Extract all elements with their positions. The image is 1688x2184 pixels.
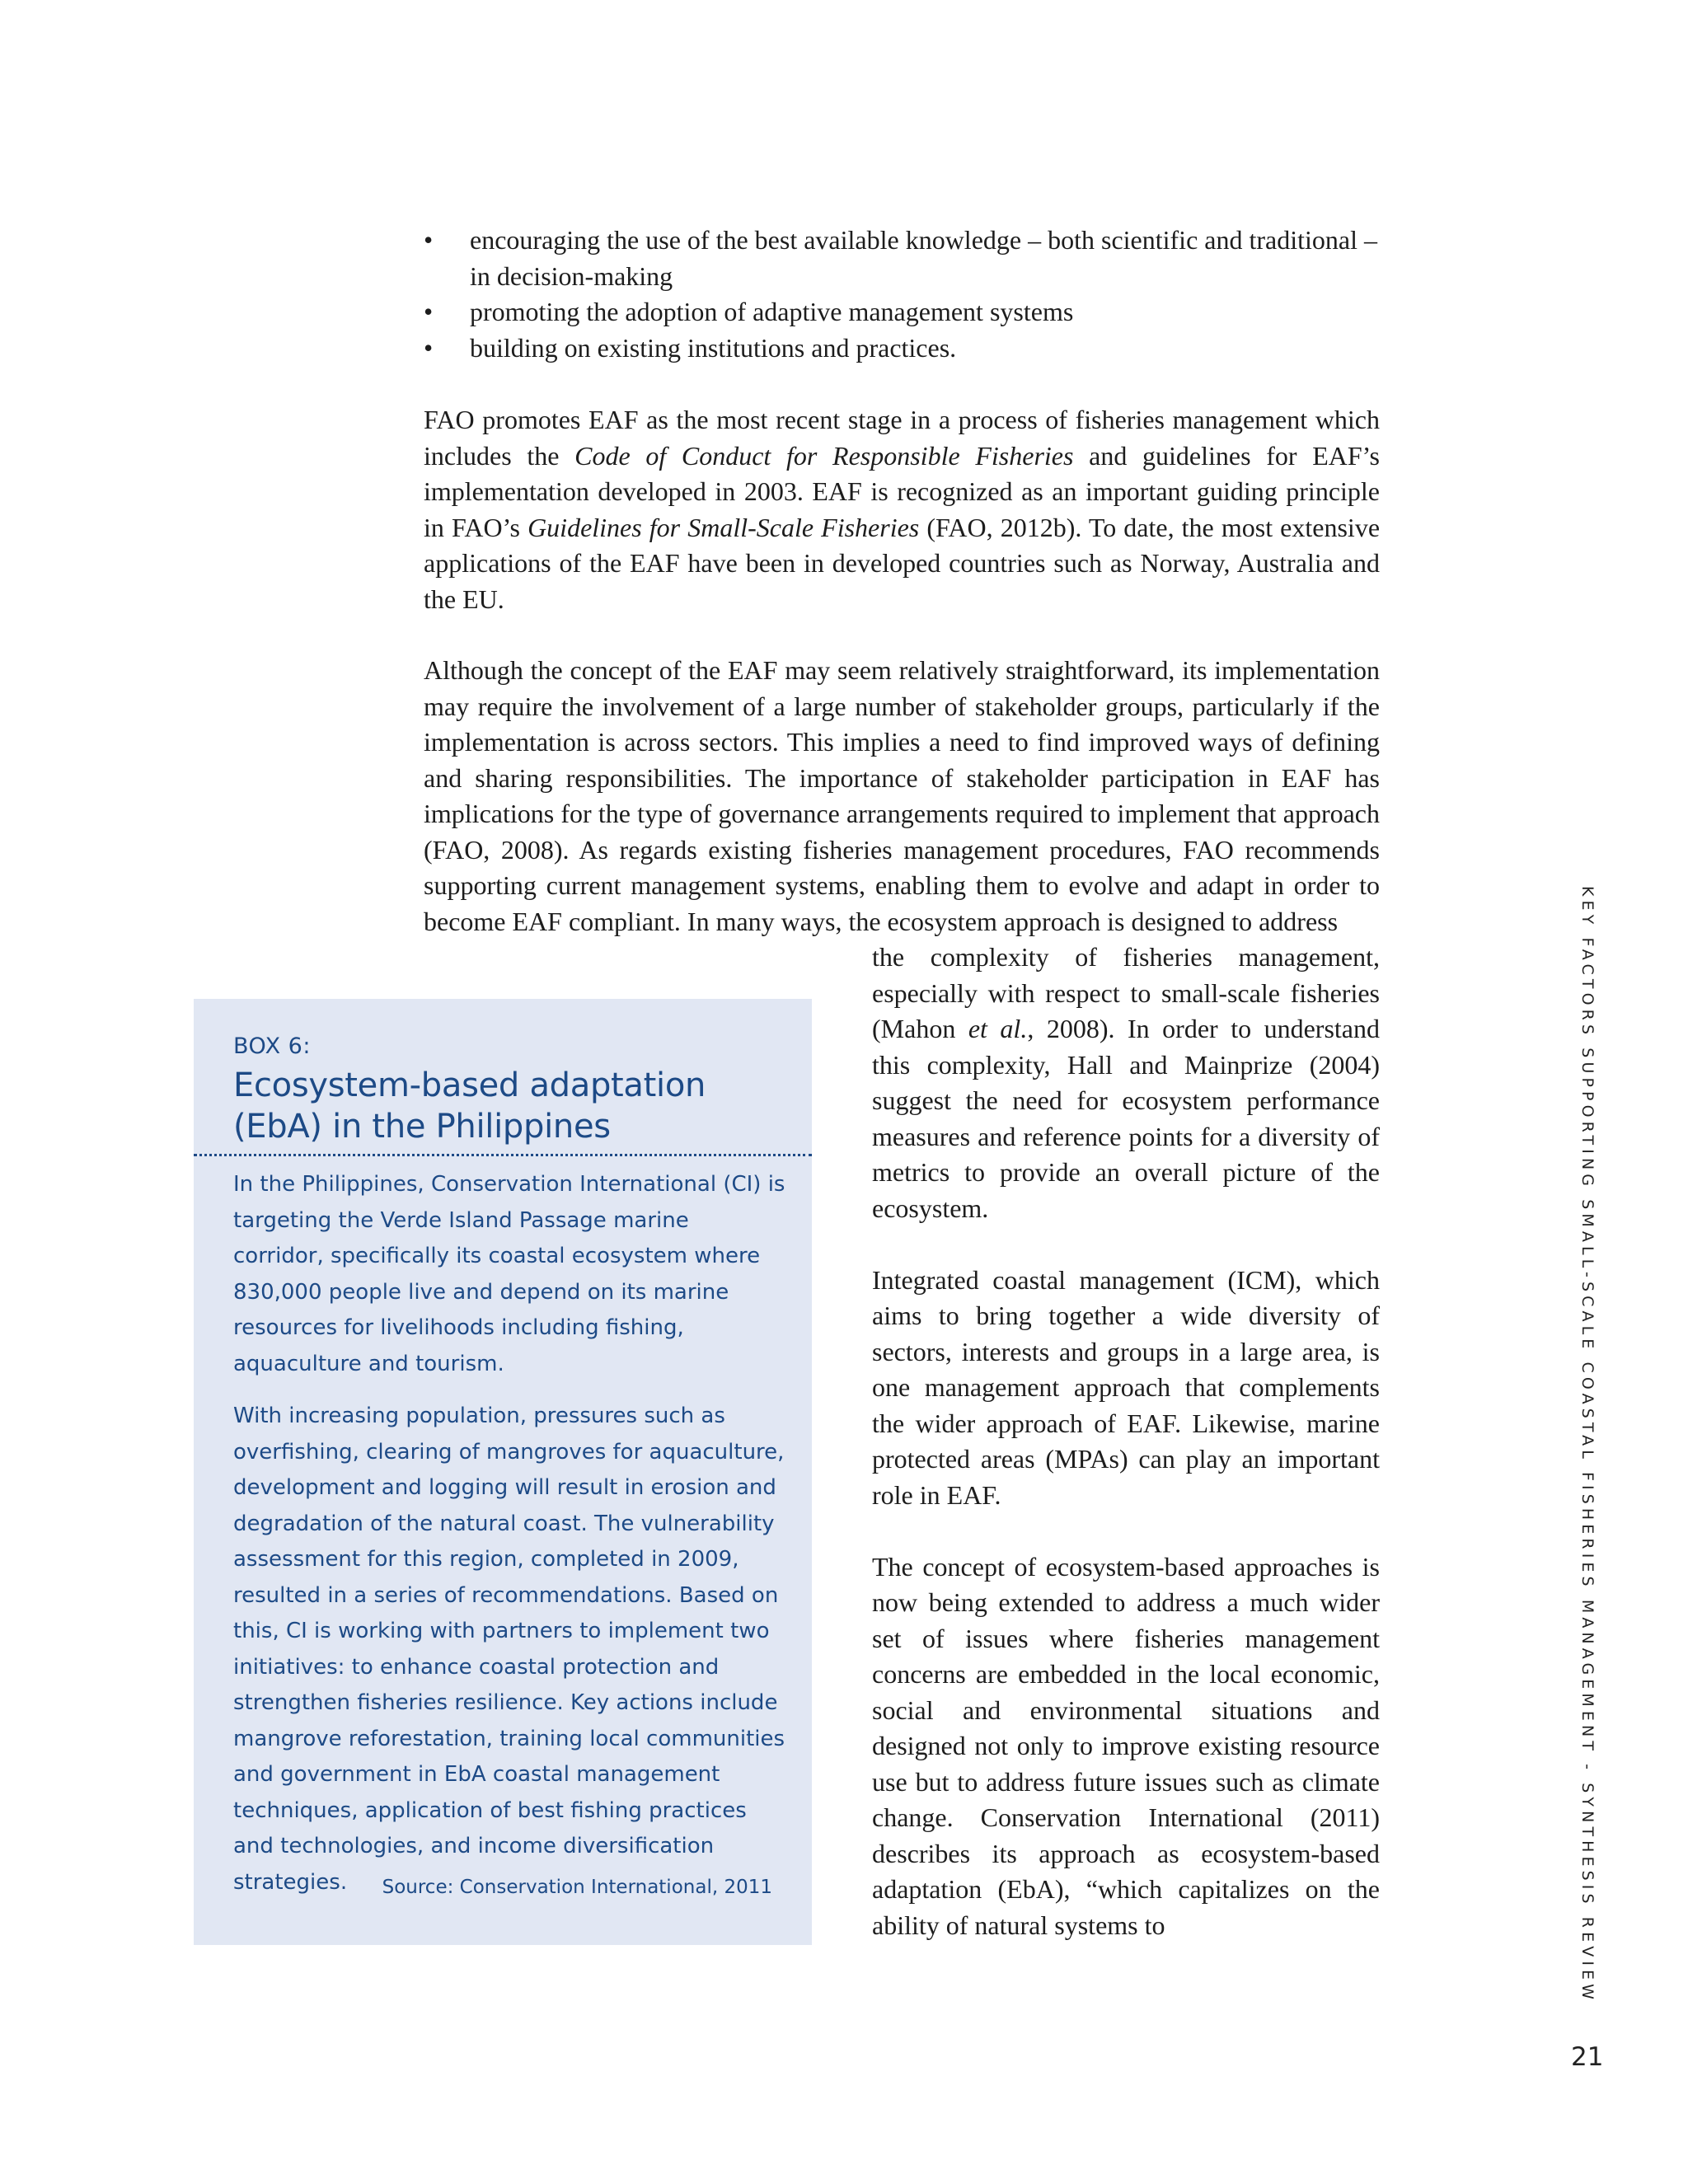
title-ssf-guidelines: Guidelines for Small-Scale Fisheries <box>528 512 920 542</box>
bullet-text: promoting the adoption of adaptive management systems <box>470 297 1074 326</box>
bullet-list <box>424 223 1380 366</box>
bullet-item <box>424 330 1380 367</box>
box-paragraph: With increasing population, pressures such as overfishing, clearing of mangroves for aquaculture, development and logging will result in erosion and degradation of the natural coast. The vulnerability assessment for this region, completed in 2009, resulted in a series of recommendations. Based on this, CI is working with partners to implement two initiatives: to enhance coastal protection and strengthen fisheries resilience. Key actions include mangrove reforestation, training local communities and government in EbA coastal management techniques, application of best fishing practices and technologies, and income diversification strategies. <box>233 1404 785 1895</box>
bullet-text: encouraging the use of the best available knowledge – both scientific and traditional – in decision-making <box>470 225 1377 291</box>
bullet-text: building on existing institutions and practices. <box>470 332 957 363</box>
box-divider <box>194 1154 812 1156</box>
citation-et-al: et al. <box>968 1014 1028 1043</box>
title-code-of-conduct: Code of Conduct for Responsible Fisheries <box>574 440 1074 471</box>
paragraph-complexity <box>872 940 1380 1226</box>
box-title-line: (EbA) in the Philippines <box>233 1108 611 1146</box>
box-body <box>233 1167 785 1917</box>
paragraph-eba-concept: The concept of ecosystem-based approaches is now being extended to address a much wider set of issues where fisheries management concerns are embedded in the local economic, social and environmental situations and designed not only to improve existing resource use but to address future issues such as climate change. Conservation International (2011) describes its approach as ecosystem-based adaptation (EbA), “which capitalizes on the ability of natural systems to <box>872 1551 1380 1940</box>
bullet-marker: • <box>424 297 434 326</box>
box-paragraph: In the Philippines, Conservation International (CI) is targeting the Verde Island Passage marine corridor, specifically its coastal ecosystem where 830,000 people live and depend on its marine resources for livelihoods including fishing, aquaculture and tourism. <box>233 1172 785 1376</box>
bullet-marker: • <box>424 225 434 255</box>
box-6-sidebar <box>194 999 812 1945</box>
bullet-item <box>424 223 1380 294</box>
paragraph-text: , 2008). In order to understand this complexity, Hall and Mainprize (2004) suggest the need for ecosystem performance measures and reference points for a diversity of metrics to provide an overall picture of the ecosystem. <box>872 1014 1381 1223</box>
paragraph-text: FAO promotes EAF as the most recent stage in a process of fisheries management which includes the <box>424 405 1380 471</box>
box-label: BOX 6: <box>233 1033 311 1059</box>
paragraph-icm: Integrated coastal management (ICM), which aims to bring together a wide diversity of sectors, interests and groups in a large area, is one management approach that complements the wider approach of EAF. Likewise, marine protected areas (MPAs) can play an important role in EAF. <box>872 1264 1380 1510</box>
box-title <box>233 1065 761 1147</box>
box-title-line: Ecosystem-based adaptation <box>233 1066 706 1104</box>
page-number: 21 <box>1571 2042 1604 2072</box>
paragraph-eaf-implementation: Although the concept of the EAF may seem relatively straightforward, its implementation may require the involvement of a large number of stakeholder groups, particularly if the implementation is across sectors. This implies a need to find improved ways of defining and sharing responsibilities. The importance of stakeholder participation in EAF has implications for the type of governance arrangements required to implement that approach (FAO, 2008). As regards existing fisheries management procedures, FAO recommends supporting current management systems, enabling them to evolve and adapt in order to become EAF compliant. In many ways, the ecosystem approach is designed to address <box>424 655 1380 936</box>
paragraph-fao-eaf <box>424 402 1380 617</box>
paragraph-text: (FAO, 2012b). To date, the most extensive applications of the EAF have been in developed countries such as Norway, Australia and the EU. <box>424 512 1381 614</box>
bullet-item <box>424 294 1380 330</box>
paragraph-text: and guidelines for EAF’s implementation developed in 2003. EAF is recognized as an important guiding principle in FAO’s <box>424 440 1381 542</box>
bullet-marker: • <box>424 332 434 363</box>
running-header-vertical: KEY FACTORS SUPPORTING SMALL-SCALE COASTAL FISHERIES MANAGEMENT - SYNTHESIS REVIEW <box>1578 886 1597 2004</box>
right-column <box>872 940 1380 1980</box>
paragraph-text: the complexity of fisheries management, especially with respect to small-scale fisheries (Mahon <box>872 942 1380 1043</box>
box-source: Source: Conservation International, 2011 <box>382 1877 772 1898</box>
